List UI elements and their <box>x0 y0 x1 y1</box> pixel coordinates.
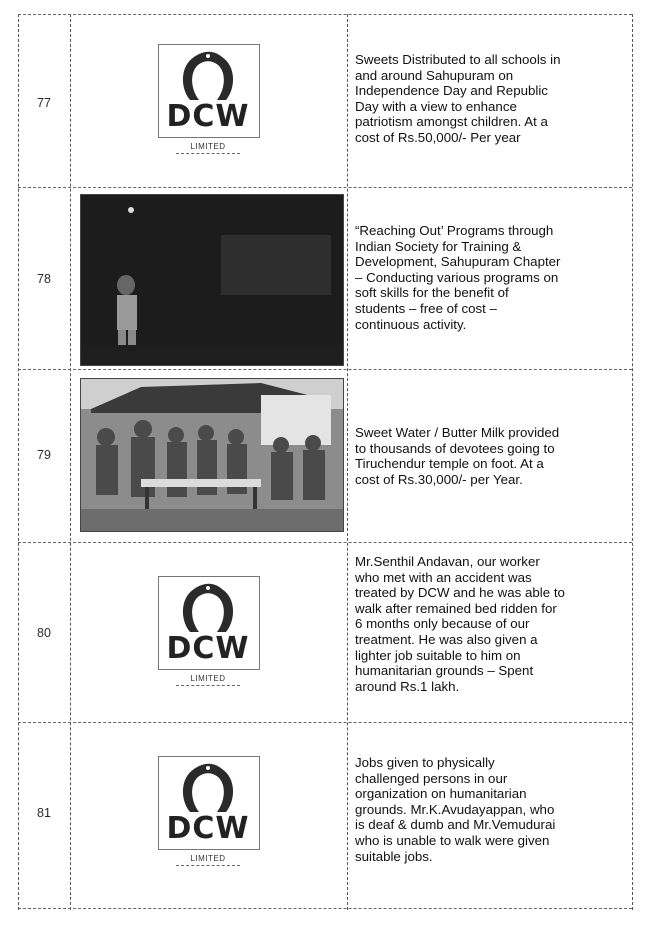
logo-subtitle: LIMITED <box>158 142 258 151</box>
table-border-right <box>632 14 633 910</box>
table-divider-image <box>347 14 348 910</box>
horseshoe-icon <box>176 580 240 636</box>
night-program-photo <box>80 194 344 366</box>
text-line: walk after remained bed ridden for <box>355 600 557 616</box>
row-number: 79 <box>37 448 51 462</box>
text-line: is deaf & dumb and Mr.Vemudurai <box>355 817 556 833</box>
text-line: humanitarian grounds – Spent <box>355 663 534 679</box>
text-line: cost of Rs.30,000/- per Year. <box>355 471 523 487</box>
row-description <box>355 755 627 864</box>
text-line: Day with a view to enhance <box>355 98 517 114</box>
text-line: treatment. He was also given a <box>355 631 538 647</box>
text-line: Jobs given to physically <box>355 755 495 770</box>
row-description <box>355 223 627 332</box>
logo-letters: DCW <box>166 811 250 846</box>
table-divider-number <box>70 14 71 910</box>
dcw-logo <box>158 756 268 866</box>
table-border-bottom <box>18 908 632 909</box>
text-line: students – free of cost – <box>355 300 497 316</box>
row-description <box>355 554 627 694</box>
text-line: challenged persons in our <box>355 770 508 786</box>
row-divider <box>18 187 632 188</box>
dcw-logo <box>158 44 268 154</box>
text-line: Sweet Water / Butter Milk provided <box>355 425 560 440</box>
logo-letters: DCW <box>166 99 250 134</box>
text-line: – Conducting various programs on <box>355 269 559 285</box>
dcw-logo <box>158 576 268 686</box>
row-divider <box>18 369 632 370</box>
row-number: 81 <box>37 806 51 820</box>
table-border-top <box>18 14 632 15</box>
text-line: Mr.Senthil Andavan, our worker <box>355 554 540 569</box>
logo-subtitle: LIMITED <box>158 674 258 683</box>
text-line: Sweets Distributed to all schools in <box>355 52 561 67</box>
text-line: lighter job suitable to him on <box>355 647 521 663</box>
text-line: around Rs.1 lakh. <box>355 678 460 694</box>
text-line: “Reaching Out’ Programs through <box>355 223 554 238</box>
text-line: who is unable to walk were given <box>355 832 550 848</box>
text-line: treated by DCW and he was able to <box>355 585 565 601</box>
text-line: to thousands of devotees going to <box>355 440 555 456</box>
text-line: patriotism amongst children. At a <box>355 114 548 130</box>
horseshoe-icon <box>176 760 240 816</box>
text-line: cost of Rs.50,000/- Per year <box>355 129 521 145</box>
text-line: Indian Society for Training & <box>355 238 522 254</box>
row-divider <box>18 542 632 543</box>
text-line: organization on humanitarian <box>355 786 527 802</box>
buttermilk-stall-photo <box>80 378 344 532</box>
row-divider <box>18 722 632 723</box>
text-line: 6 months only because of our <box>355 616 530 632</box>
text-line: Tiruchendur temple on foot. At a <box>355 456 544 472</box>
row-number: 77 <box>37 96 51 110</box>
text-line: Development, Sahupuram Chapter <box>355 254 561 270</box>
text-line: and around Sahupuram on <box>355 67 514 83</box>
row-description <box>355 52 627 146</box>
text-line: suitable jobs. <box>355 848 433 864</box>
row-number: 80 <box>37 626 51 640</box>
row-description <box>355 425 627 487</box>
table-border-left <box>18 14 19 910</box>
logo-subtitle: LIMITED <box>158 854 258 863</box>
text-line: Independence Day and Republic <box>355 83 548 99</box>
horseshoe-icon <box>176 48 240 104</box>
text-line: who met with an accident was <box>355 569 532 585</box>
text-line: continuous activity. <box>355 316 467 332</box>
logo-letters: DCW <box>166 631 250 666</box>
text-line: soft skills for the benefit of <box>355 285 509 301</box>
row-number: 78 <box>37 272 51 286</box>
text-line: grounds. Mr.K.Avudayappan, who <box>355 801 555 817</box>
